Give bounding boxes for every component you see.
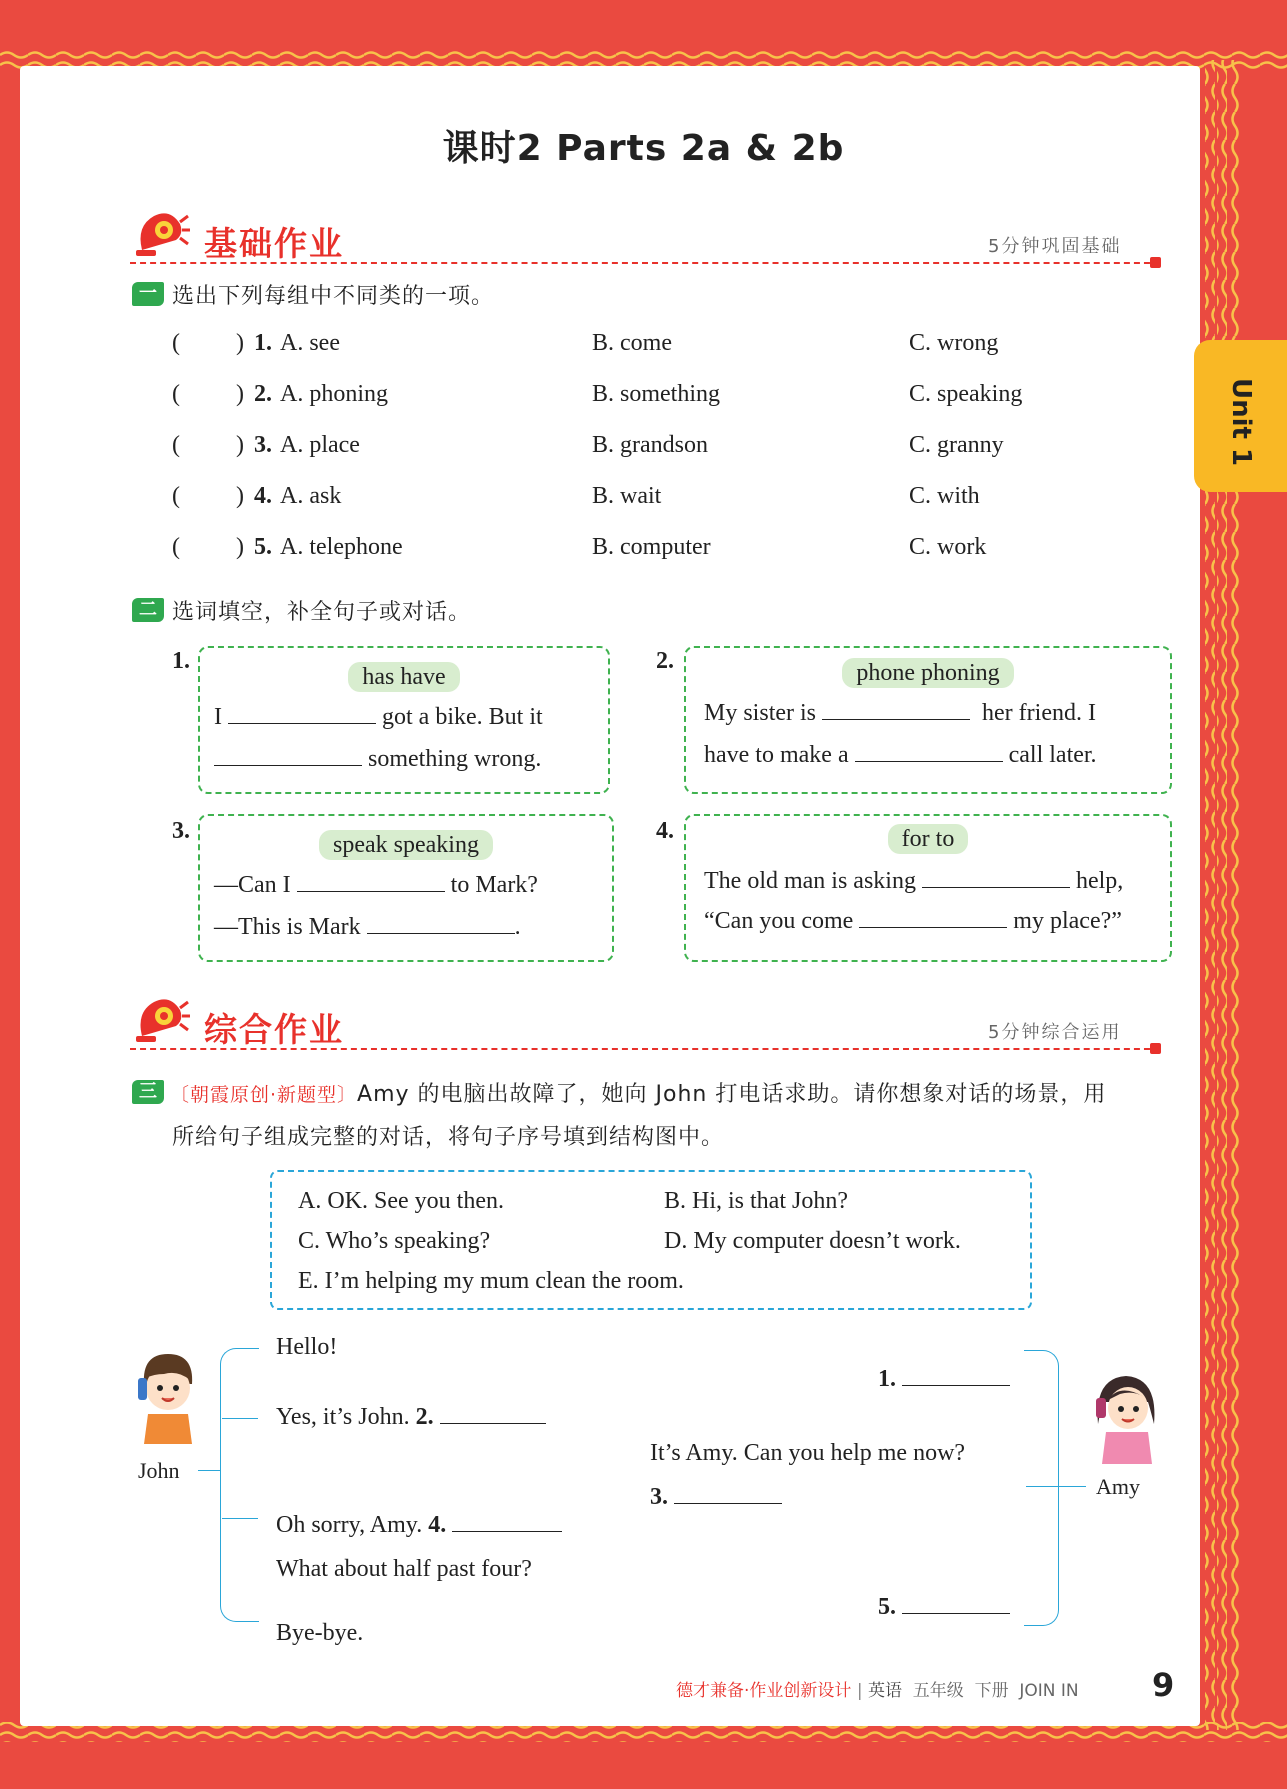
- answer-blank[interactable]: [902, 1612, 1010, 1614]
- option-e: E. I’m helping my mum clean the room.: [298, 1268, 684, 1294]
- sentence-text: her friend. I: [982, 700, 1096, 726]
- option-b: B. grandson: [592, 432, 708, 458]
- bracket-connector: [1058, 1486, 1086, 1487]
- instruction-text: Amy 的电脑出故障了，她向 John 打电话求助。请你想象对话的场景，用: [357, 1082, 1107, 1107]
- word-choices: speak speaking: [319, 830, 493, 860]
- option-a: A. see: [280, 330, 340, 356]
- section-divider: [130, 1048, 1160, 1050]
- part-badge-3: 三: [132, 1080, 164, 1104]
- unit-side-tab: [1194, 340, 1287, 492]
- unit-tab-label: Unit 1: [1226, 378, 1256, 467]
- option-a: A. place: [280, 432, 360, 458]
- john-line-3: [276, 1512, 562, 1539]
- option-d: D. My computer doesn’t work.: [664, 1228, 961, 1254]
- answer-blank[interactable]: [674, 1502, 782, 1504]
- bell-icon: [130, 992, 190, 1046]
- bracket-tick: [222, 1418, 258, 1419]
- option-b: B. come: [592, 330, 672, 356]
- fill-blank-box-1: [198, 646, 610, 794]
- sentence-text: have to make a: [704, 742, 849, 768]
- question-row: ( ) 3. A. place B. grandson C. granny: [172, 432, 1004, 458]
- option-a: A. telephone: [280, 534, 403, 560]
- divider-end-dot: [1150, 1043, 1161, 1054]
- answer-blank[interactable]: [214, 764, 362, 766]
- answer-blank[interactable]: [902, 1384, 1010, 1386]
- john-line-1: Hello!: [276, 1334, 338, 1360]
- bracket-tick: [1026, 1486, 1058, 1487]
- amy-line-1: [878, 1366, 1010, 1393]
- option-c: C. Who’s speaking?: [298, 1228, 491, 1254]
- part2-instruction: 选词填空，补全句子或对话。: [172, 600, 472, 625]
- sentence-text: got a bike. But it: [382, 704, 543, 730]
- bell-icon: [130, 206, 190, 260]
- sentence-text: .: [514, 914, 521, 940]
- john-phone-icon: [134, 1348, 200, 1444]
- john-line-2: [276, 1404, 546, 1431]
- blank-number: 3.: [650, 1484, 668, 1510]
- sentence-text: —Can I: [214, 872, 291, 898]
- option-c: C. speaking: [909, 381, 1023, 407]
- footer-info: 德才兼备·作业创新设计 | 英语 五年级 下册 JOIN IN: [676, 1681, 1079, 1701]
- bracket-tick: [222, 1518, 258, 1519]
- section-heading-basic: 基础作业: [204, 224, 344, 263]
- sentence-text: The old man is asking: [704, 868, 916, 894]
- john-line-5: Bye-bye.: [276, 1620, 364, 1646]
- amy-line-2: It’s Amy. Can you help me now?: [650, 1440, 966, 1466]
- question-number: 2.: [254, 381, 272, 407]
- question-tag: 〔朝霞原创·新题型〕: [170, 1084, 358, 1106]
- blank-number: 1.: [878, 1366, 896, 1392]
- option-c: C. wrong: [909, 330, 999, 356]
- footer-edition: JOIN IN: [1019, 1681, 1079, 1701]
- john-bracket: [220, 1348, 259, 1622]
- bracket-connector: [198, 1470, 220, 1471]
- question-number: 1.: [254, 330, 272, 356]
- option-b: B. Hi, is that John?: [664, 1188, 848, 1214]
- sentence-text: help,: [1075, 868, 1124, 894]
- word-choices: phone phoning: [842, 658, 1013, 688]
- blank-number: 2.: [415, 1404, 434, 1430]
- word-choices: for to: [888, 824, 969, 854]
- part3-instruction-line2: 所给句子组成完整的对话，将句子序号填到结构图中。: [172, 1125, 725, 1150]
- amy-label: Amy: [1096, 1474, 1140, 1499]
- box-number: 1.: [172, 648, 190, 674]
- fill-blank-box-3: [198, 814, 614, 962]
- option-a: A. ask: [280, 483, 342, 509]
- answer-blank[interactable]: [440, 1422, 546, 1424]
- sentence-text: I: [214, 704, 222, 730]
- sentence-text: “Can you come: [704, 908, 854, 934]
- footer-grade: 五年级: [912, 1681, 964, 1701]
- part-badge-2: 二: [132, 598, 164, 622]
- question-row: ( ) 5. A. telephone B. computer C. work: [172, 534, 987, 560]
- sentence-text: my place?”: [1013, 908, 1122, 934]
- answer-blank[interactable]: [367, 932, 515, 934]
- part1-question-list: [172, 330, 1172, 585]
- section-heading-comprehensive: 综合作业: [204, 1010, 344, 1049]
- sentence-text: something wrong.: [368, 746, 542, 772]
- dialog-text: Oh sorry, Amy.: [276, 1512, 423, 1538]
- fill-blank-box-2: [684, 646, 1172, 794]
- dialog-text: Yes, it’s John.: [276, 1404, 410, 1430]
- john-line-4: What about half past four?: [276, 1556, 532, 1582]
- part3-instruction-line1: [170, 1077, 1106, 1108]
- option-c: C. granny: [909, 432, 1004, 458]
- option-b: B. something: [592, 381, 721, 407]
- page-title: 课时2 Parts 2a & 2b: [442, 128, 845, 169]
- word-choices: has have: [348, 662, 459, 692]
- sentence-text: call later.: [1008, 742, 1097, 768]
- answer-blank[interactable]: [859, 926, 1007, 928]
- footer-subject: 英语: [867, 1681, 902, 1701]
- box-number: 2.: [656, 648, 674, 674]
- question-row: ( ) 4. A. ask B. wait C. with: [172, 483, 980, 509]
- amy-line-5: [878, 1594, 1010, 1621]
- answer-blank[interactable]: [855, 760, 1003, 762]
- fill-blank-box-4: [684, 814, 1172, 962]
- answer-blank[interactable]: [452, 1530, 562, 1532]
- blank-number: 5.: [878, 1594, 896, 1620]
- section-note-comprehensive: 5分钟综合运用: [988, 1022, 1122, 1043]
- amy-line-3: [650, 1484, 782, 1511]
- question-number: 4.: [254, 483, 272, 509]
- part-badge-1: 一: [132, 282, 164, 306]
- question-row: ( ) 2. A. phoning B. something C. speaking: [172, 381, 1023, 407]
- divider-end-dot: [1150, 257, 1161, 268]
- sentence-text: My sister is: [704, 700, 817, 726]
- sentence-options-box: [270, 1170, 1032, 1310]
- option-a: A. phoning: [280, 381, 388, 407]
- option-b: B. wait: [592, 483, 662, 509]
- blank-number: 4.: [428, 1512, 447, 1538]
- amy-phone-icon: [1090, 1368, 1162, 1464]
- footer-term: 下册: [974, 1681, 1009, 1701]
- question-number: 5.: [254, 534, 272, 560]
- sentence-text: —This is Mark: [214, 914, 361, 940]
- part1-instruction: 选出下列每组中不同类的一项。: [172, 284, 495, 309]
- question-number: 3.: [254, 432, 272, 458]
- question-row: ( ) 1. A. see B. come C. wrong: [172, 330, 999, 356]
- box-number: 3.: [172, 818, 190, 844]
- option-a: A. OK. See you then.: [298, 1188, 504, 1214]
- option-c: C. work: [909, 534, 987, 560]
- section-note-basic: 5分钟巩固基础: [988, 236, 1122, 257]
- option-b: B. computer: [592, 534, 711, 560]
- answer-blank[interactable]: [297, 890, 445, 892]
- footer-brand: 德才兼备·作业创新设计: [676, 1681, 852, 1701]
- option-c: C. with: [909, 483, 980, 509]
- answer-blank[interactable]: [228, 722, 376, 724]
- box-number: 4.: [656, 818, 674, 844]
- answer-blank[interactable]: [922, 886, 1070, 888]
- answer-blank[interactable]: [822, 718, 970, 720]
- page-number: 9: [1152, 1666, 1175, 1704]
- john-label: John: [138, 1458, 180, 1483]
- sentence-text: to Mark?: [450, 872, 538, 898]
- amy-bracket: [1024, 1350, 1059, 1626]
- section-divider: [130, 262, 1160, 264]
